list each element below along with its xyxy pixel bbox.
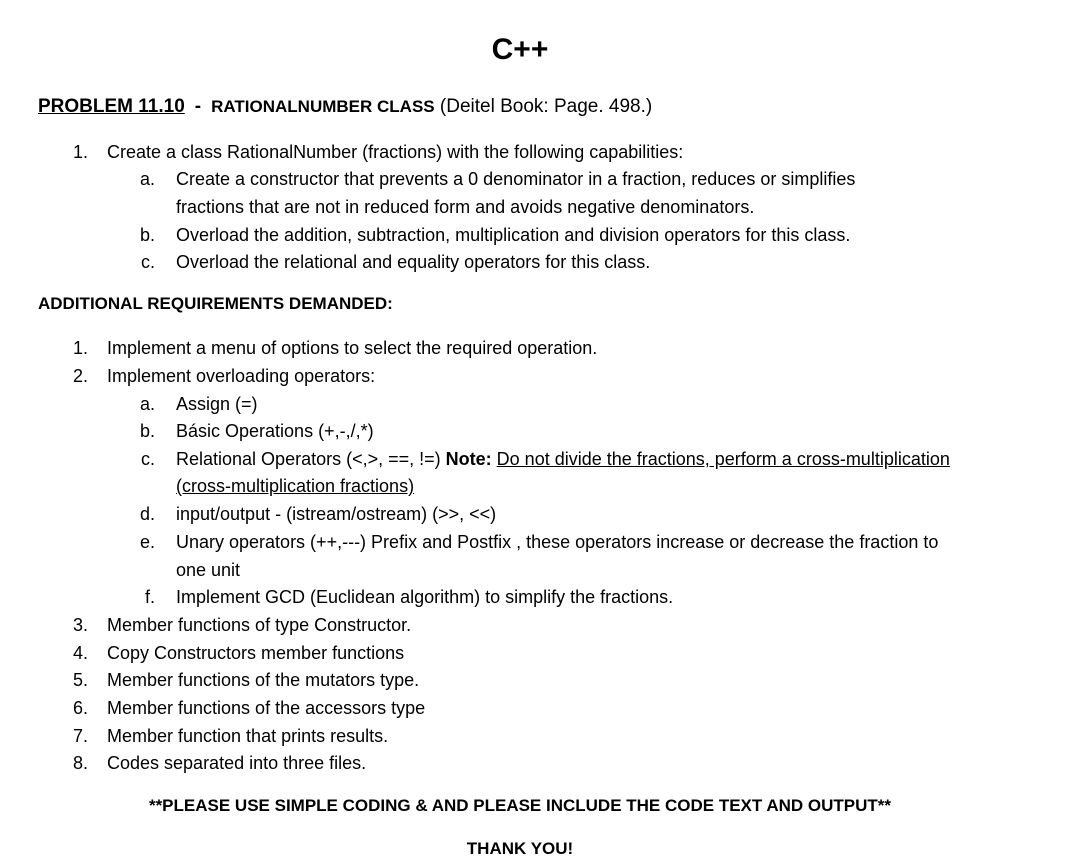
sub-list-marker: f. <box>144 587 155 607</box>
list-item-text: Copy Constructors member functions <box>107 643 405 663</box>
list-item-text: Implement a menu of options to select the required operation. <box>107 338 598 358</box>
section-heading: ADDITIONAL REQUIREMENTS DEMANDED: <box>38 294 393 313</box>
sub-list-marker: a. <box>139 169 155 189</box>
relational-operators-text: Relational Operators (<,>, ==, !=) <box>176 449 441 469</box>
sub-list-marker: e. <box>139 532 155 552</box>
list-item-text: Member functions of type Constructor. <box>107 615 412 635</box>
sub-list-marker: a. <box>139 394 155 414</box>
sub-list-text: Básic Operations (+,-,/,*) <box>176 421 374 441</box>
sub-list-marker: c. <box>140 449 155 469</box>
sub-list-text: Implement GCD (Euclidean algorithm) to simplify the fractions. <box>176 587 674 607</box>
sub-list-text: Create a constructor that prevents a 0 denominator in a fraction, reduces or simplifies <box>176 169 856 189</box>
list-marker: 1. <box>72 142 88 162</box>
sub-list-text: one unit <box>176 560 241 580</box>
list-item-text: Member function that prints results. <box>107 726 389 746</box>
problem-heading <box>38 94 652 120</box>
sub-list-marker: d. <box>139 504 155 524</box>
sub-list-marker: c. <box>140 252 155 272</box>
heading-dash: - <box>194 96 202 117</box>
list-marker: 1. <box>72 338 88 358</box>
problem-reference: (Deitel Book: Page. 498.) <box>439 96 653 117</box>
document-title: C++ <box>491 33 549 66</box>
sub-list-text: Overload the relational and equality operators for this class. <box>176 252 651 272</box>
list-marker: 2. <box>72 366 88 386</box>
note-text: Do not divide the fractions, perform a cross-multiplication <box>496 449 950 469</box>
note-label: Note: <box>445 449 492 469</box>
list-item-text: Create a class RationalNumber (fractions) with the following capabilities: <box>107 142 684 162</box>
list-marker: 8. <box>72 753 88 773</box>
list-item-text: Member functions of the accessors type <box>107 698 426 718</box>
sub-list-marker: b. <box>139 421 155 441</box>
sub-list-text: Assign (=) <box>176 394 258 414</box>
list-marker: 3. <box>72 615 88 635</box>
footer-thanks: THANK YOU! <box>466 839 574 858</box>
sub-list-text: fractions that are not in reduced form and avoids negative denominators. <box>176 197 755 217</box>
sub-list-marker: b. <box>139 225 155 245</box>
sub-list-text: Overload the addition, subtraction, multiplication and division operators for this class. <box>176 225 851 245</box>
list-marker: 4. <box>72 643 88 663</box>
sub-list-text <box>176 447 950 471</box>
footer-request: **PLEASE USE SIMPLE CODING & AND PLEASE INCLUDE THE CODE TEXT AND OUTPUT** <box>148 796 892 815</box>
problem-name: RATIONALNUMBER CLASS <box>211 97 435 116</box>
list-marker: 6. <box>72 698 88 718</box>
sub-list-text: Unary operators (++,---) Prefix and Postfix , these operators increase or decrease the fraction to <box>176 532 939 552</box>
note-text-continuation: (cross-multiplication fractions) <box>176 476 415 496</box>
list-item-text: Member functions of the mutators type. <box>107 670 420 690</box>
list-item-text: Codes separated into three files. <box>107 753 367 773</box>
list-marker: 7. <box>72 726 88 746</box>
sub-list-text: input/output - (istream/ostream) (>>, <<) <box>176 504 497 524</box>
problem-number: PROBLEM 11.10 <box>38 96 185 117</box>
list-marker: 5. <box>72 670 88 690</box>
list-item-text: Implement overloading operators: <box>107 366 376 386</box>
